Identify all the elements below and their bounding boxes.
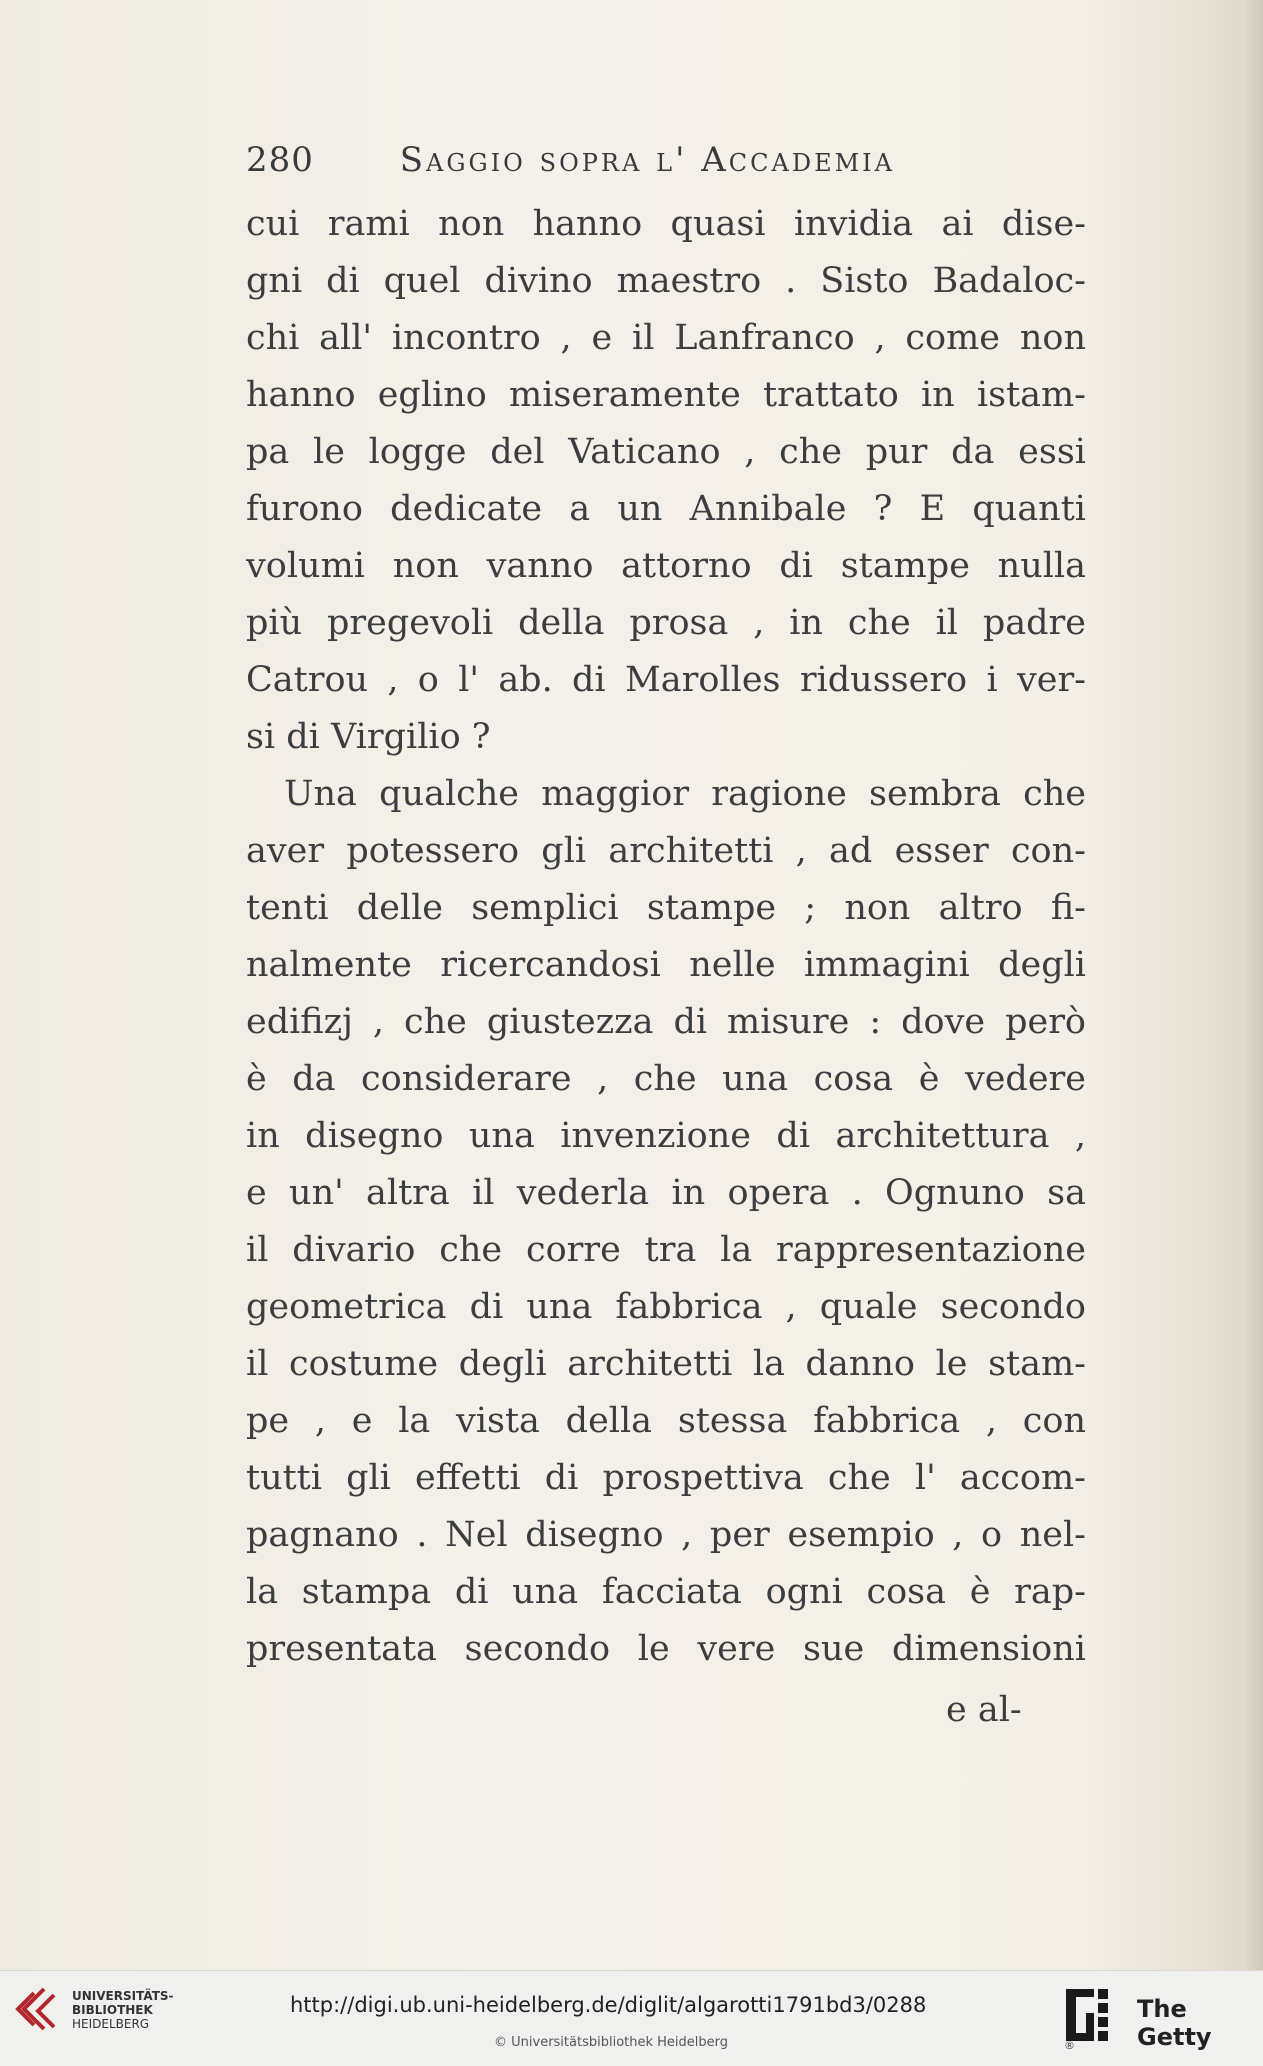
getty-logo-icon <box>1060 1985 1116 2045</box>
text-line: tenti delle semplici stampe ; non altro fi- <box>246 888 1086 928</box>
text-line: furono dedicate a un Annibale ? E quanti <box>246 489 1086 529</box>
library-name: UNIVERSITÄTS- BIBLIOTHEK HEIDELBERG <box>72 1989 174 2031</box>
text-line: edifizj , che giustezza di misure : dove però <box>246 1002 1086 1042</box>
text-line: Una qualche maggior ragione sembra che <box>284 774 1086 814</box>
text-line: Catrou , o l' ab. di Marolles ridussero i ver- <box>246 660 1086 700</box>
text-line: geometrica di una fabbrica , quale secondo <box>246 1287 1086 1327</box>
text-line: è da considerare , che una cosa è vedere <box>246 1059 1086 1099</box>
text-line: tutti gli effetti di prospettiva che l' accom- <box>246 1458 1086 1498</box>
text-line: il divario che corre tra la rappresentazione <box>246 1230 1086 1270</box>
page-number: 280 <box>246 140 314 180</box>
text-line: cui rami non hanno quasi invidia ai dise- <box>246 204 1086 244</box>
text-line: pagnano . Nel disegno , per esempio , o nel- <box>246 1515 1086 1555</box>
text-line: la stampa di una facciata ogni cosa è rap- <box>246 1572 1086 1612</box>
text-line: più pregevoli della prosa , in che il padre <box>246 603 1086 643</box>
running-title: Saggio sopra l' Accademia <box>399 140 895 180</box>
text-line: volumi non vanno attorno di stampe nulla <box>246 546 1086 586</box>
getty-label: The Getty <box>1137 1995 1212 2051</box>
text-line: in disegno una invenzione di architettura , <box>246 1116 1086 1156</box>
text-line: il costume degli architetti la danno le stam- <box>246 1344 1086 1384</box>
catchword: e al- <box>946 1690 1022 1730</box>
text-line: hanno eglino miseramente trattato in istam- <box>246 375 1086 415</box>
text-line: nalmente ricercandosi nelle immagini degli <box>246 945 1086 985</box>
registered-mark: ® <box>1064 2039 1075 2052</box>
body-text <box>246 196 1086 1678</box>
text-line: presentata secondo le vere sue dimensioni <box>246 1629 1086 1669</box>
running-head <box>246 140 895 180</box>
text-line: gni di quel divino maestro . Sisto Badaloc- <box>246 261 1086 301</box>
text-line: chi all' incontro , e il Lanfranco , come non <box>246 318 1086 358</box>
text-line: si di Virgilio ? <box>246 717 491 757</box>
permalink-url[interactable]: http://digi.ub.uni-heidelberg.de/diglit/algarotti1791bd3/0288 <box>290 1993 927 2017</box>
text-line: e un' altra il vederla in opera . Ognuno sa <box>246 1173 1086 1213</box>
footer-bar <box>0 1970 1263 2066</box>
text-line: pa le logge del Vaticano , che pur da essi <box>246 432 1086 472</box>
copyright-notice: © Universitätsbibliothek Heidelberg <box>494 2035 729 2050</box>
page-edge <box>1241 0 1263 1970</box>
text-line: aver potessero gli architetti , ad esser con- <box>246 831 1086 871</box>
university-library-logo-icon <box>14 1985 66 2037</box>
text-line: pe , e la vista della stessa fabbrica , con <box>246 1401 1086 1441</box>
